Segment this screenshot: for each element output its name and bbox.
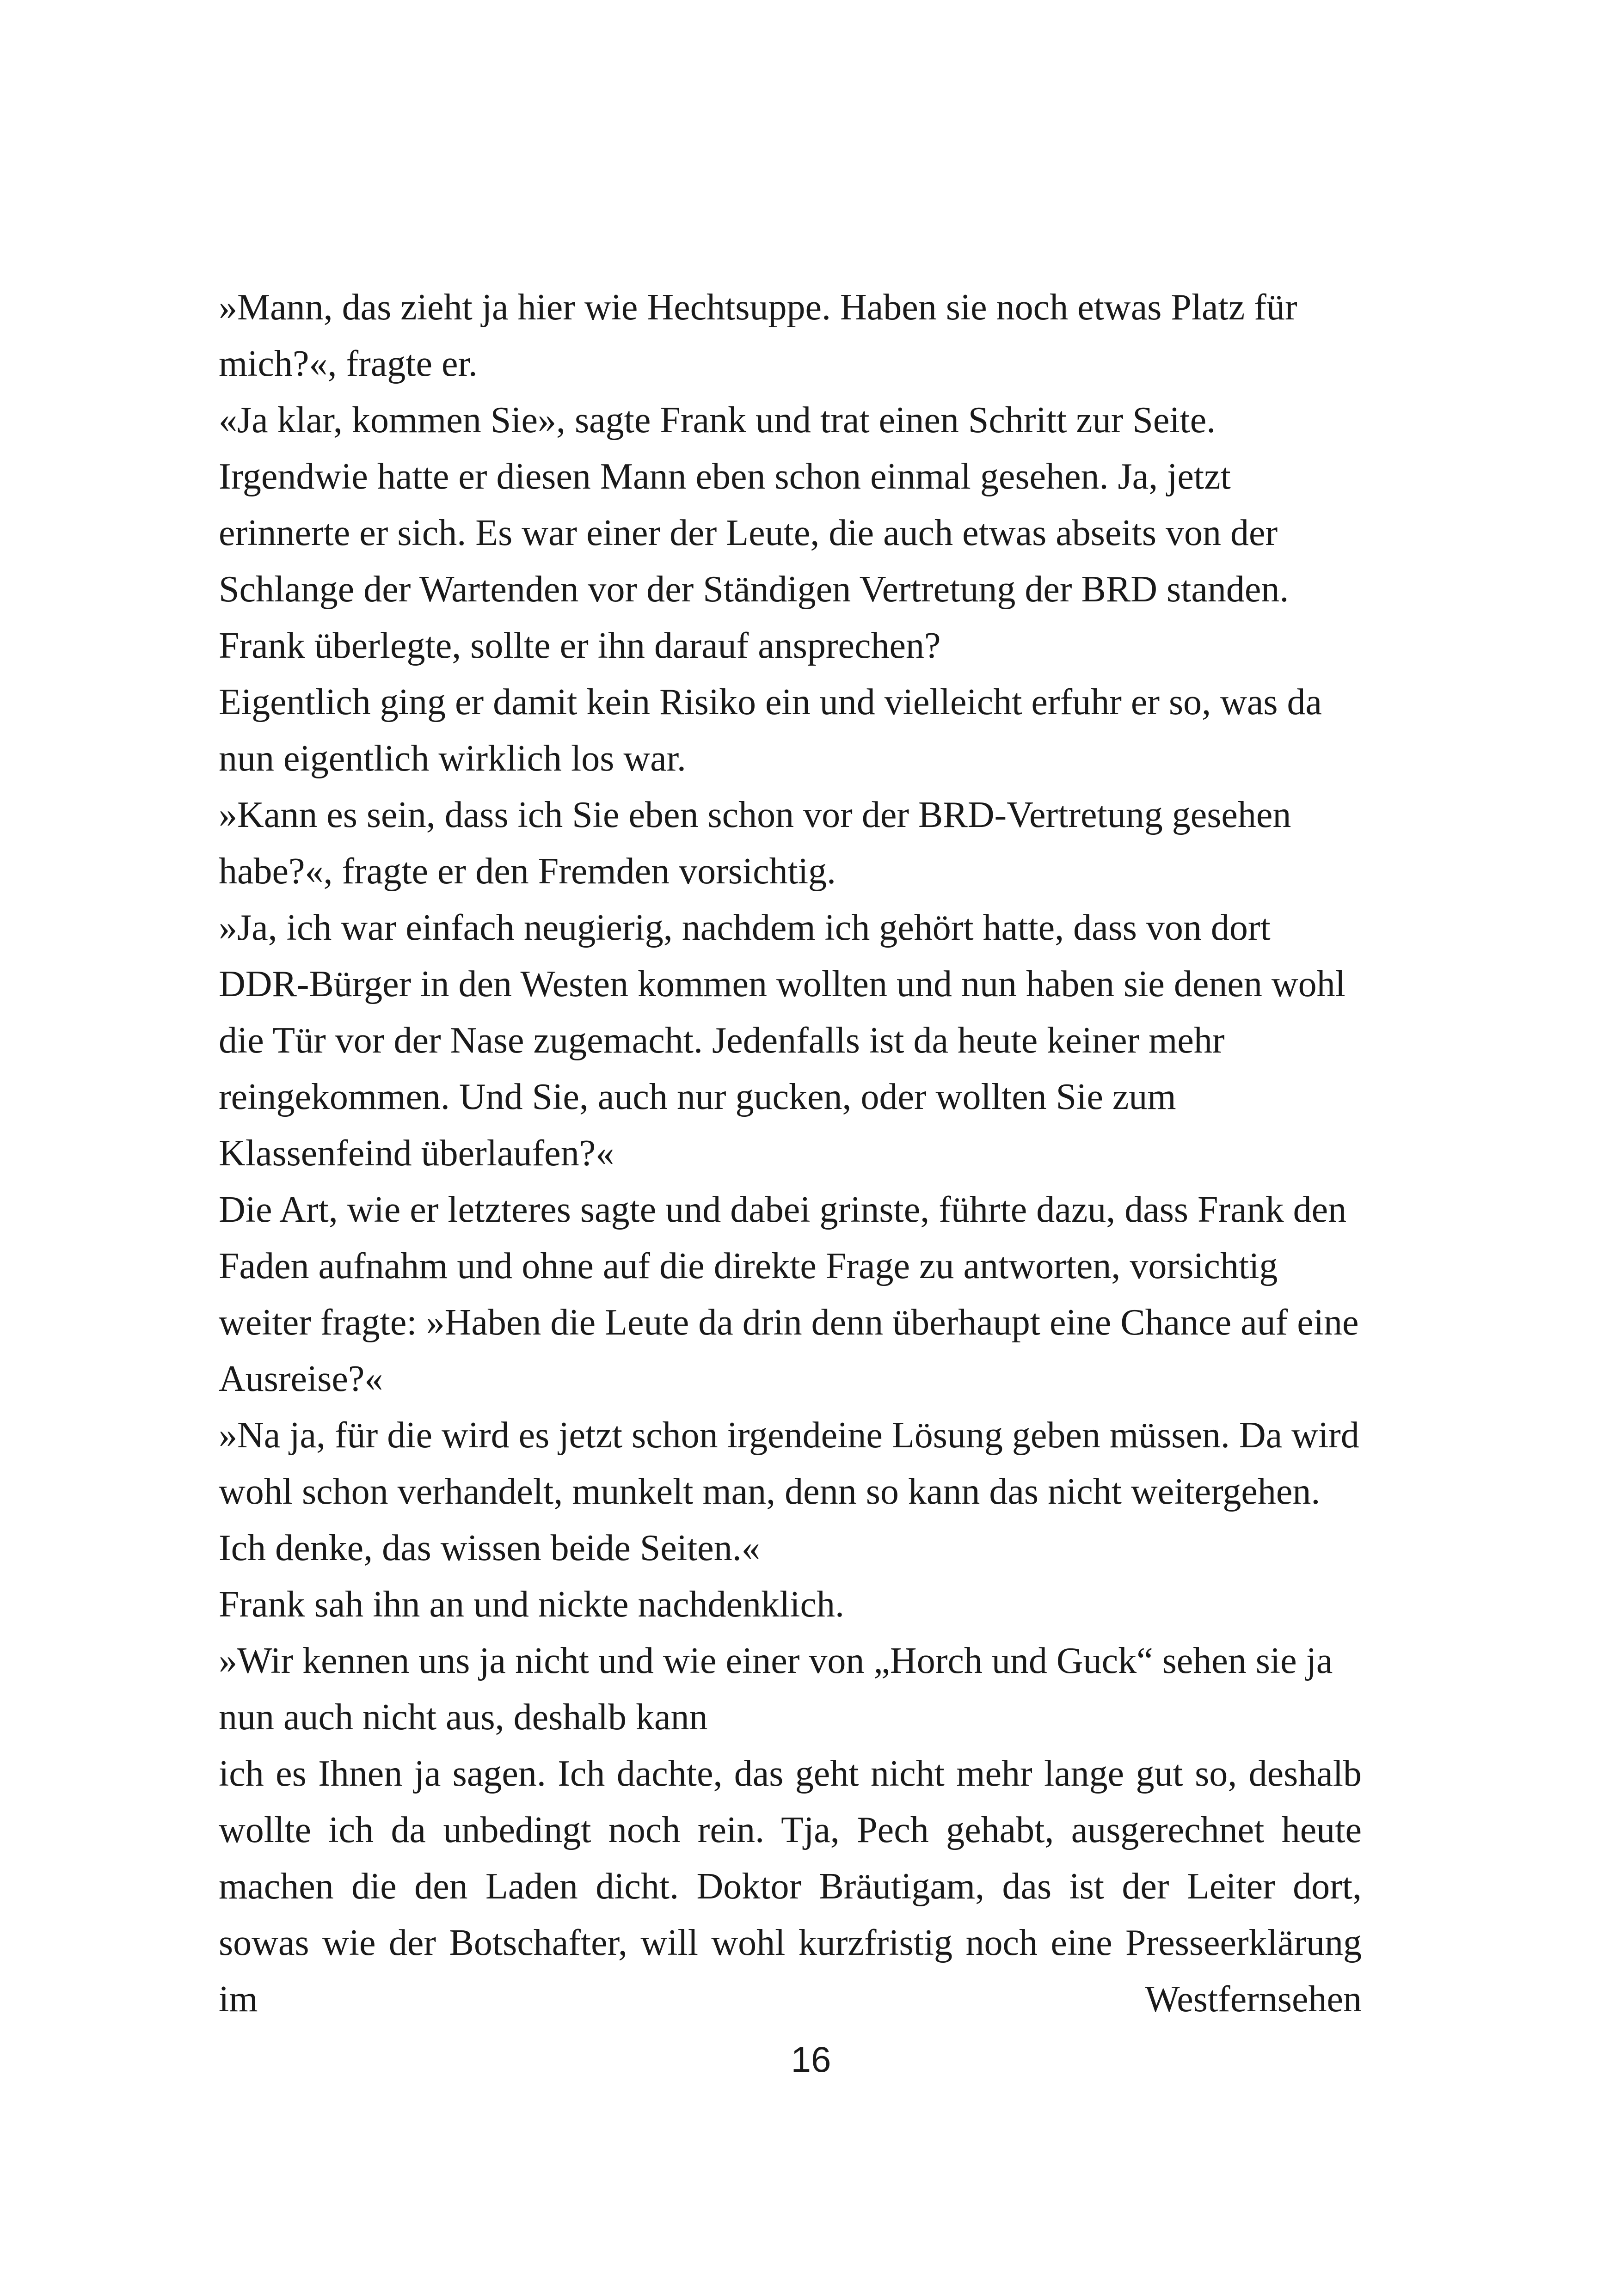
paragraph-5: »Ja, ich war einfach neugierig, nachdem ich gehört hatte, dass von dort DDR-Bürger in den Westen kommen wollten und nun haben sie denen wohl die Tür vor der Nase zugemacht. Jedenfalls ist da heute keiner mehr reingekommen. Und Sie, auch nur gucken, oder wollten Sie zum Klassenfeind überlaufen?« (219, 907, 1346, 1174)
paragraph-4: »Kann es sein, dass ich Sie eben schon vor der BRD-Vertretung gesehen habe?«, fragte er den Fremden vorsichtig. (219, 795, 1291, 892)
paragraph-10: ich es Ihnen ja sagen. Ich dachte, das geht nicht mehr lange gut so, deshalb wollte ich da unbedingt noch rein. Tja, Pech gehabt, ausgerechnet heute machen die den Laden dicht. Doktor Bräutigam, das ist der Leiter dort, sowas wie der Botschafter, will wohl kurzfristig noch eine Presseerklärung im Westfernsehen (219, 1753, 1362, 2020)
page-number: 16 (791, 2039, 831, 2080)
paragraph-3: Eigentlich ging er damit kein Risiko ein und vielleicht erfuhr er so, was da nun eigentlich wirklich los war. (219, 682, 1322, 779)
paragraph-1: »Mann, das zieht ja hier wie Hechtsuppe. Haben sie noch etwas Platz für mich?«, fragte er. (219, 287, 1297, 384)
paragraph-8: Frank sah ihn an und nickte nachdenklich. (219, 1584, 844, 1625)
paragraph-9: »Wir kennen uns ja nicht und wie einer von „Horch und Guck“ sehen sie ja nun auch nicht aus, deshalb kann (219, 1641, 1333, 1738)
paragraph-7: »Na ja, für die wird es jetzt schon irgendeine Lösung geben müssen. Da wird wohl schon verhandelt, munkelt man, denn so kann das nicht weitergehen. Ich denke, das wissen beide Seiten.« (219, 1415, 1359, 1568)
body-text (219, 279, 1362, 2027)
paragraph-6: Die Art, wie er letzteres sagte und dabei grinste, führte dazu, dass Frank den Faden aufnahm und ohne auf die direkte Frage zu antworten, vorsichtig weiter fragte: »Haben die Leute da drin denn überhaupt eine Chance auf eine Ausreise?« (219, 1189, 1359, 1399)
paragraph-2: «Ja klar, kommen Sie», sagte Frank und trat einen Schritt zur Seite. Irgendwie hatte er diesen Mann eben schon einmal gesehen. Ja, jetzt erinnerte er sich. Es war einer der Leute, die auch etwas abseits von der Schlange der Wartenden vor der Ständigen Vertretung der BRD standen. Frank überlegte, sollte er ihn darauf ansprechen? (219, 400, 1289, 666)
